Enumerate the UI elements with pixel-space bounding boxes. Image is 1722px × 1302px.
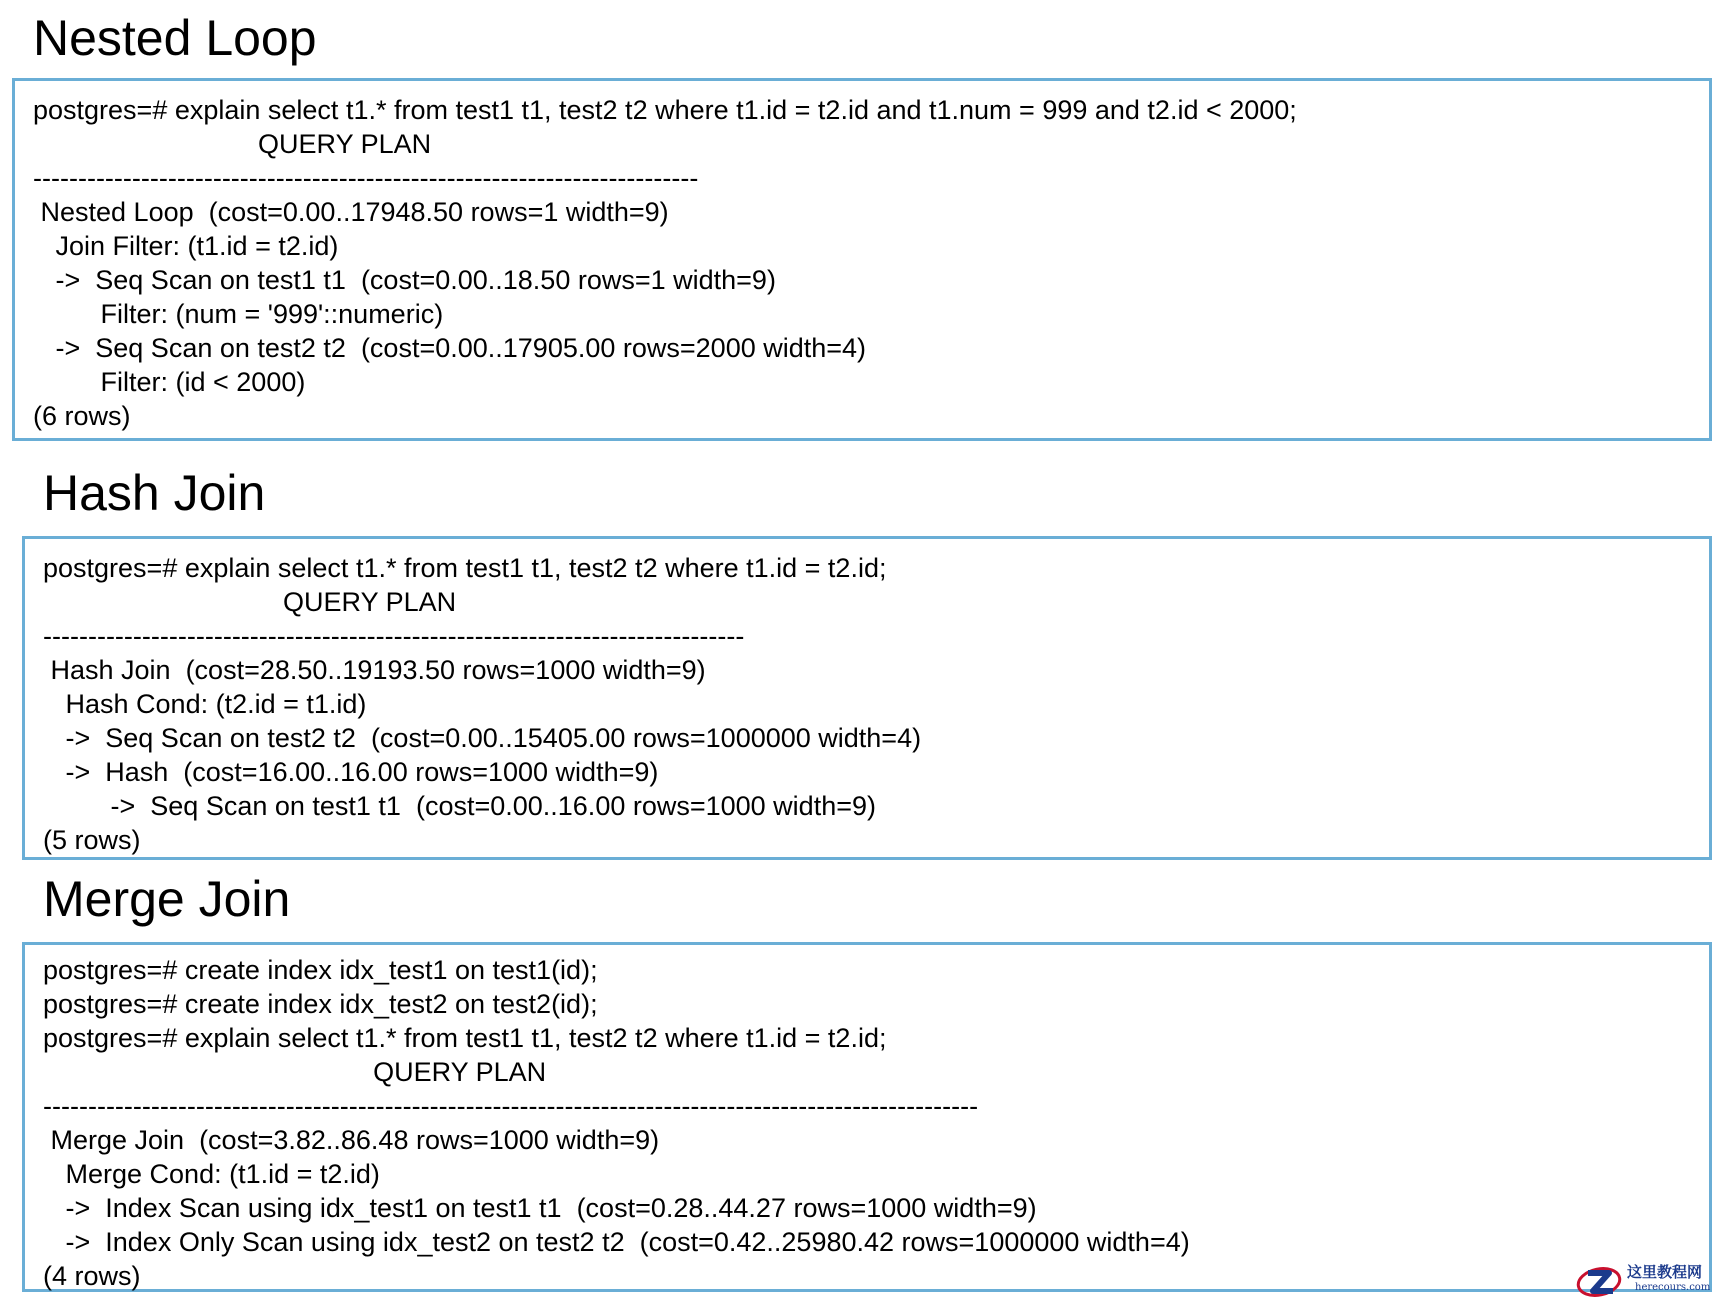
code-line: (4 rows) [43,1261,141,1291]
watermark-logo-icon [1575,1263,1625,1299]
code-line: postgres=# explain select t1.* from test1 t1, test2 t2 where t1.id = t2.id; [43,1023,887,1053]
query-plan-lines [43,551,1701,857]
site-watermark [1575,1263,1720,1299]
query-plan-lines [43,953,1701,1293]
section-title-merge-join: Merge Join [43,871,291,927]
code-line: QUERY PLAN [33,129,432,159]
code-line: -> Hash (cost=16.00..16.00 rows=1000 width=9) [43,757,659,787]
code-line: -> Seq Scan on test1 t1 (cost=0.00..16.00 rows=1000 width=9) [43,791,876,821]
code-line: postgres=# create index idx_test2 on test2(id); [43,989,598,1019]
code-line: ------------------------------------------------------------------------------ [43,621,745,651]
code-line: QUERY PLAN [43,1057,547,1087]
code-line: -------------------------------------------------------------------------------------------------------- [43,1091,979,1121]
code-box-hash-join [22,536,1712,860]
code-line: -> Seq Scan on test2 t2 (cost=0.00..17905.00 rows=2000 width=4) [33,333,867,363]
code-line: Filter: (id < 2000) [33,367,306,397]
code-line: postgres=# explain select t1.* from test1 t1, test2 t2 where t1.id = t2.id; [43,553,887,583]
code-line: -> Seq Scan on test1 t1 (cost=0.00..18.50 rows=1 width=9) [33,265,776,295]
code-line: -> Index Only Scan using idx_test2 on test2 t2 (cost=0.42..25980.42 rows=1000000 width=4) [43,1227,1190,1257]
code-box-merge-join [22,942,1712,1292]
code-line: (5 rows) [43,825,141,855]
section-title-nested-loop: Nested Loop [33,10,317,66]
code-box-nested-loop [12,78,1712,441]
code-line: -> Index Scan using idx_test1 on test1 t1 (cost=0.28..44.27 rows=1000 width=9) [43,1193,1037,1223]
code-line: Hash Join (cost=28.50..19193.50 rows=1000 width=9) [43,655,706,685]
code-line: -------------------------------------------------------------------------- [33,163,699,193]
code-line: Filter: (num = '999'::numeric) [33,299,444,329]
section-title-hash-join: Hash Join [43,465,266,521]
code-line: (6 rows) [33,401,131,431]
code-line: Nested Loop (cost=0.00..17948.50 rows=1 width=9) [33,197,669,227]
code-line: QUERY PLAN [43,587,457,617]
code-line: postgres=# explain select t1.* from test1 t1, test2 t2 where t1.id = t2.id and t1.num = 999 and t2.id < 2000; [33,95,1297,125]
code-line: Merge Cond: (t1.id = t2.id) [43,1159,380,1189]
watermark-text-cn: 这里教程网 [1627,1263,1703,1281]
code-line: -> Seq Scan on test2 t2 (cost=0.00..15405.00 rows=1000000 width=4) [43,723,922,753]
code-line: Join Filter: (t1.id = t2.id) [33,231,339,261]
query-plan-lines [33,93,1701,433]
code-line: postgres=# create index idx_test1 on test1(id); [43,955,598,985]
code-line: Merge Join (cost=3.82..86.48 rows=1000 width=9) [43,1125,660,1155]
watermark-text-en: herecours.com [1635,1282,1711,1293]
code-line: Hash Cond: (t2.id = t1.id) [43,689,367,719]
